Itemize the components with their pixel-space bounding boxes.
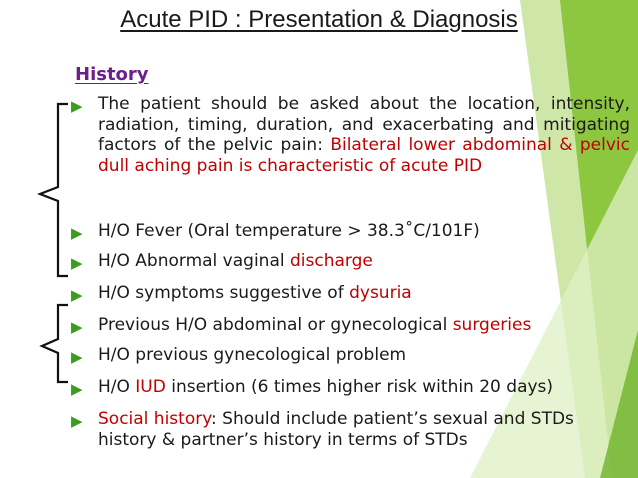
list-item: H/O symptoms suggestive of dysuria [98,283,412,303]
list-item: H/O Abnormal vaginal discharge [98,251,373,271]
slide-title: Acute PID : Presentation & Diagnosis [120,6,518,33]
left-bracket-upper [40,104,68,276]
left-bracket-lower [42,305,68,382]
triangle-right-icon: ▶ [71,318,83,336]
list-item: H/O IUD insertion (6 times higher risk within 20 days) [98,377,554,397]
list-item: H/O Fever (Oral temperature > 38.3˚C/101F) [98,221,480,241]
triangle-right-icon: ▶ [71,286,83,304]
list-item: The patient should be asked about the location, intensity, radiation, timing, duration, and exacerbating and mitigating factors of the pelvic pain: Bilateral lower abdominal & pelvic dull aching pain is characteristic of acute PID [98,94,630,176]
list-item: H/O previous gynecological problem [98,345,407,365]
triangle-right-icon: ▶ [71,412,83,430]
triangle-right-icon: ▶ [71,380,83,398]
triangle-right-icon: ▶ [71,348,83,366]
triangle-right-icon: ▶ [71,224,83,242]
list-item: Social history: Should include patient’s sexual and STDs history & partner’s history in terms of STDs [98,409,574,450]
list-item: Previous H/O abdominal or gynecological surgeries [98,315,532,335]
triangle-right-icon: ▶ [71,254,83,272]
section-heading: History [75,64,149,85]
triangle-right-icon: ▶ [71,97,83,115]
